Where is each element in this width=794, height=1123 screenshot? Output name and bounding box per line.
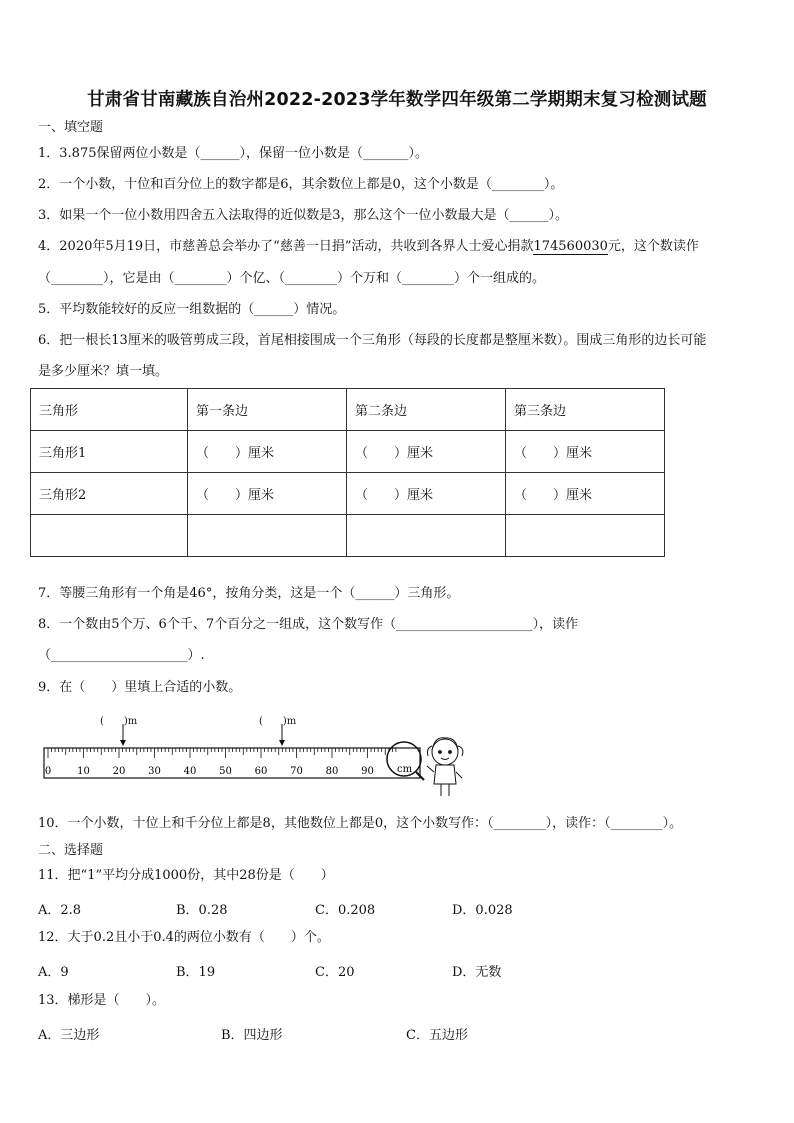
arrow-2-icon xyxy=(279,724,285,746)
ruler-tick-label: 30 xyxy=(148,766,161,777)
ruler-tick-label: 40 xyxy=(183,766,197,777)
q11-option-d[interactable]: D．0.028 xyxy=(452,903,513,918)
question-5: 5．平均数能较好的反应一组数据的（______）情况。 xyxy=(38,302,346,317)
table-header-cell: 第三条边 xyxy=(506,389,665,431)
question-4-line-2: （________），它是由（________）个亿、（________）个万和（________）个一组成的。 xyxy=(38,271,546,286)
q11-option-a[interactable]: A．2.8 xyxy=(38,903,82,918)
table-header-cell: 第二条边 xyxy=(347,389,506,431)
question-4-text-start: 4．2020年5月19日，市慈善总会举办了“慈善一日捐”活动，共收到各界人士爱心捐款 xyxy=(38,239,534,254)
table-header-row xyxy=(31,389,665,431)
q12-option-c[interactable]: C．20 xyxy=(315,965,355,980)
arrow-1-icon xyxy=(120,724,126,746)
ruler-tick-label: 20 xyxy=(112,766,126,777)
ruler-tick-label: 60 xyxy=(254,766,268,777)
table-row xyxy=(31,515,665,557)
ruler-figure xyxy=(38,722,468,802)
answer-cell[interactable] xyxy=(31,515,188,557)
ruler-tick-label: 10 xyxy=(77,766,90,777)
q13-option-a[interactable]: A．三边形 xyxy=(38,1028,100,1043)
ruler-tick-label: 0 xyxy=(44,766,52,777)
ruler-answer-label-1: ( )m xyxy=(100,716,138,727)
section-heading-multiple-choice: 二、选择题 xyxy=(38,843,104,858)
question-13: 13．梯形是（ ）。 xyxy=(38,993,166,1008)
triangle-table xyxy=(30,388,665,557)
answer-cell[interactable]: （ ）厘米 xyxy=(347,431,506,473)
table-cell: 三角形1 xyxy=(31,431,188,473)
ruler-tick-label: 90 xyxy=(361,766,374,777)
answer-cell[interactable]: （ ）厘米 xyxy=(188,473,347,515)
answer-cell[interactable]: （ ）厘米 xyxy=(347,473,506,515)
ruler-answer-label-2: ( )m xyxy=(259,716,297,727)
answer-cell[interactable] xyxy=(506,515,665,557)
question-6-line-1: 6．把一根长13厘米的吸管剪成三段，首尾相接围成一个三角形（每段的长度都是整厘米数）。围成三角形的边长可能 xyxy=(38,333,707,348)
answer-cell[interactable] xyxy=(188,515,347,557)
answer-cell[interactable]: （ ）厘米 xyxy=(188,431,347,473)
q12-option-d[interactable]: D．无数 xyxy=(452,965,502,980)
answer-cell[interactable]: （ ）厘米 xyxy=(506,473,665,515)
question-11: 11．把“1”平均分成1000份，其中28份是（ ） xyxy=(38,868,334,883)
table-row xyxy=(31,473,665,515)
answer-cell[interactable] xyxy=(347,515,506,557)
question-3: 3．如果一个一位小数用四舍五入法取得的近似数是3，那么这个一位小数最大是（______）。 xyxy=(38,208,569,223)
ruler-tick-label: 70 xyxy=(290,766,303,777)
question-8-line-1: 8．一个数由5个万、6个千、7个百分之一组成，这个数写作（_____________________），读作 xyxy=(38,617,579,632)
q11-option-b[interactable]: B．0.28 xyxy=(176,903,228,918)
question-12: 12．大于0.2且小于0.4的两位小数有（ ）个。 xyxy=(38,930,330,945)
question-4-line-1 xyxy=(38,239,699,255)
ruler-tick-label: 80 xyxy=(325,766,339,777)
answer-cell[interactable]: （ ）厘米 xyxy=(506,431,665,473)
q11-option-c[interactable]: C．0.208 xyxy=(315,903,376,918)
question-10: 10．一个小数，十位上和千分位上都是8，其他数位上都是0，这个小数写作：（________），读作：（________）。 xyxy=(38,816,683,831)
question-9: 9．在（ ）里填上合适的小数。 xyxy=(38,680,242,695)
page-title: 甘肃省甘南藏族自治州2022-2023学年数学四年级第二学期期末复习检测试题 xyxy=(87,90,707,110)
q12-option-a[interactable]: A．9 xyxy=(38,965,69,980)
q12-option-b[interactable]: B．19 xyxy=(176,965,216,980)
donation-amount: 174560030 xyxy=(533,239,608,254)
ruler-unit-label: cm xyxy=(397,764,413,775)
table-header-cell: 三角形 xyxy=(31,389,188,431)
table-row xyxy=(31,431,665,473)
question-1: 1．3.875保留两位小数是（______），保留一位小数是（_______）。 xyxy=(38,146,428,161)
question-4-text-end: 元，这个数读作 xyxy=(607,239,699,254)
question-8-line-2: （_____________________）. xyxy=(38,648,205,663)
section-heading-fill-blank: 一、填空题 xyxy=(38,120,104,135)
table-cell: 三角形2 xyxy=(31,473,188,515)
girl-cartoon-icon xyxy=(427,738,463,796)
question-7: 7．等腰三角形有一个角是46°，按角分类，这是一个（______）三角形。 xyxy=(38,586,460,601)
table-header-cell: 第一条边 xyxy=(188,389,347,431)
q13-option-b[interactable]: B．四边形 xyxy=(221,1028,283,1043)
question-6-line-2: 是多少厘米？填一填。 xyxy=(38,364,169,379)
question-2: 2．一个小数，十位和百分位上的数字都是6，其余数位上都是0，这个小数是（________）。 xyxy=(38,177,564,192)
q13-option-c[interactable]: C．五边形 xyxy=(406,1028,468,1043)
ruler-tick-label: 50 xyxy=(219,766,232,777)
